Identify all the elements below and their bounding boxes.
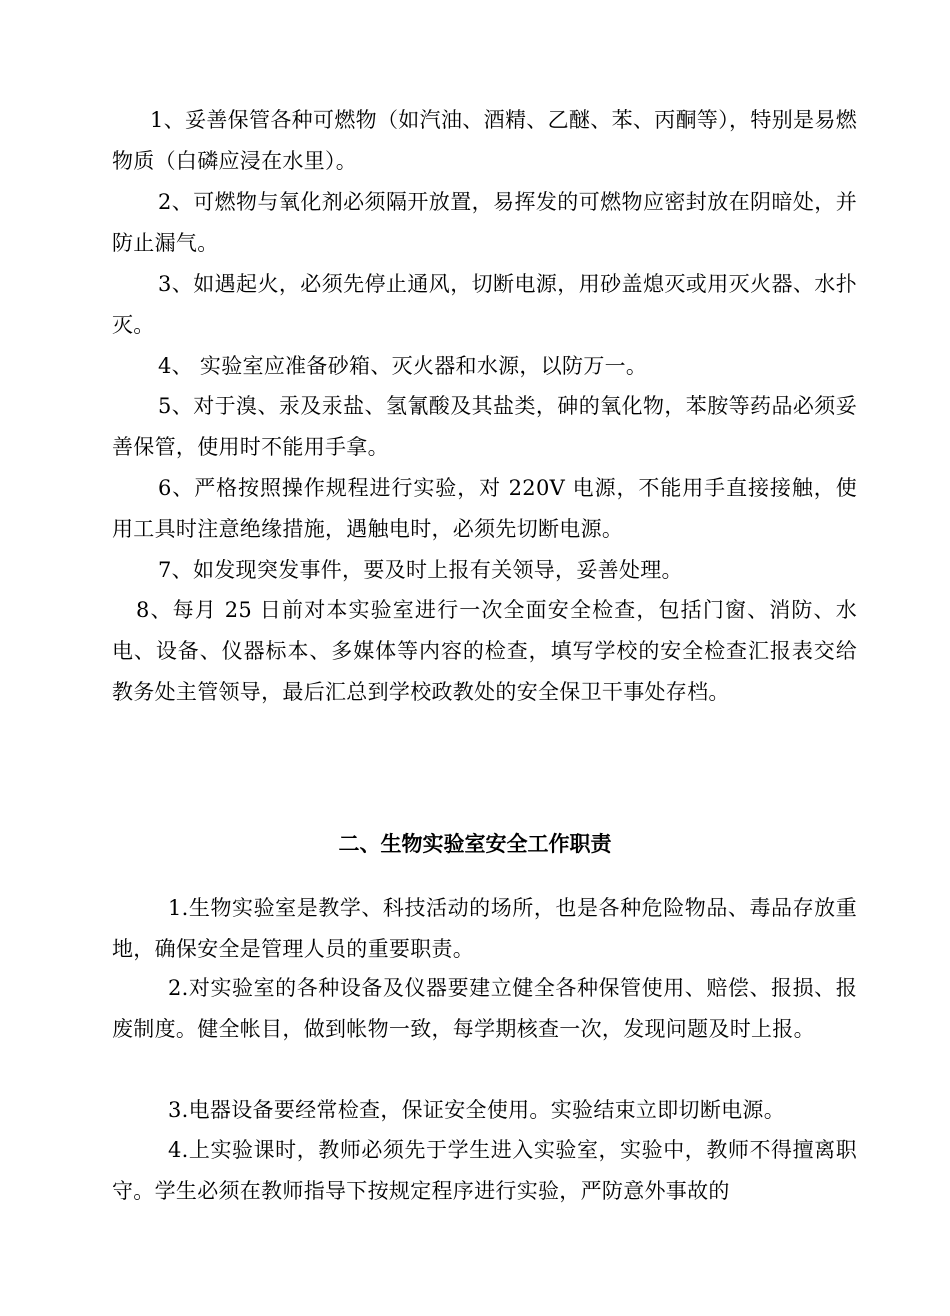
rule-item-1: 1、妥善保管各种可燃物（如汽油、酒精、乙醚、苯、丙酮等），特别是易燃物质（白磷应浸在水里）。: [112, 108, 857, 173]
rule-item-2: 2、可燃物与氧化剂必须隔开放置，易挥发的可燃物应密封放在阴暗处，并防止漏气。: [112, 190, 857, 255]
duty-item-1: 1.生物实验室是教学、科技活动的场所，也是各种危险物品、毒品存放重地，确保安全是管理人员的重要职责。: [112, 896, 857, 961]
rule-item-5: 5、对于溴、汞及汞盐、氢氰酸及其盐类，砷的氧化物，苯胺等药品必须妥善保管，使用时不能用手拿。: [112, 394, 857, 459]
rule-item-4: 4、 实验室应准备砂箱、灭火器和水源，以防万一。: [158, 354, 648, 378]
rule-item-6: 6、严格按照操作规程进行实验，对 220V 电源，不能用手直接接触，使用工具时注意绝缘措施，遇触电时，必须先切断电源。: [112, 476, 857, 541]
section-heading: 二、生物实验室安全工作职责: [338, 831, 612, 856]
duty-item-4: 4.上实验课时，教师必须先于学生进入实验室，实验中，教师不得擅离职守。学生必须在教师指导下按规定程序进行实验，严防意外事故的: [112, 1138, 857, 1203]
duty-item-3: 3.电器设备要经常检查，保证安全使用。实验结束立即切断电源。: [168, 1098, 786, 1122]
rule-item-7: 7、如发现突发事件，要及时上报有关领导，妥善处理。: [158, 558, 683, 582]
rule-item-3: 3、如遇起火，必须先停止通风，切断电源，用砂盖熄灭或用灭火器、水扑灭。: [112, 272, 857, 337]
duty-item-2: 2.对实验室的各种设备及仪器要建立健全各种保管使用、赔偿、报损、报废制度。健全帐目，做到帐物一致，每学期核查一次，发现问题及时上报。: [112, 976, 857, 1041]
rule-item-8: 8、每月 25 日前对本实验室进行一次全面安全检查，包括门窗、消防、水电、设备、仪器标本、多媒体等内容的检查，填写学校的安全检查汇报表交给教务处主管领导，最后汇总到学校政教处的安全保卫干事处存档。: [112, 598, 857, 704]
